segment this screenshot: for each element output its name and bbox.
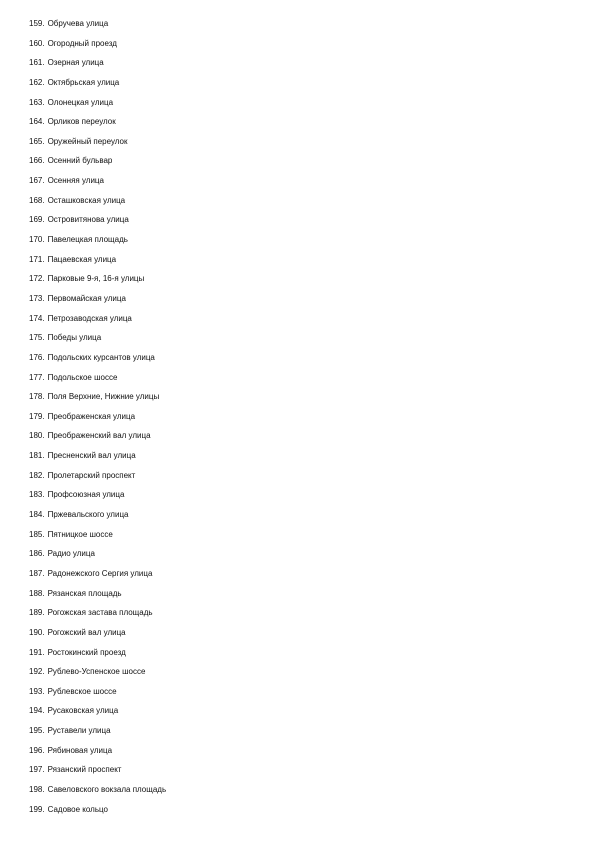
list-item-number: 164. (29, 117, 45, 127)
list-item (29, 685, 166, 705)
list-item-name: Победы улица (47, 333, 102, 343)
list-item (29, 253, 166, 273)
list-item-number: 175. (29, 333, 45, 343)
list-item-name: Савеловского вокзала площадь (47, 784, 167, 794)
list-item-name: Рязанский проспект (47, 765, 122, 775)
list-item-number: 184. (29, 510, 45, 520)
list-item (29, 587, 166, 607)
list-item-name: Озерная улица (47, 58, 104, 68)
list-item-name: Парковые 9-я, 16-я улицы (47, 274, 145, 284)
list-item-number: 188. (29, 588, 45, 598)
list-item-name: Подольских курсантов улица (47, 352, 155, 362)
list-item (29, 783, 166, 803)
list-item (29, 469, 166, 489)
list-item (29, 763, 166, 783)
list-item-name: Орликов переулок (47, 117, 116, 127)
list-item (29, 115, 166, 135)
list-item-number: 159. (29, 19, 45, 28)
list-item-name: Островитянова улица (47, 215, 129, 225)
list-item (29, 56, 166, 76)
list-item-number: 169. (29, 215, 45, 225)
list-item (29, 803, 166, 823)
list-item-name: Осенняя улица (47, 176, 104, 186)
list-item-name: Обручева улица (47, 19, 109, 28)
list-item-name: Рязанская площадь (47, 588, 122, 598)
list-item (29, 704, 166, 724)
list-item-name: Осенний бульвар (47, 156, 113, 166)
list-item-name: Руставели улица (47, 726, 111, 736)
list-item-name: Рублево-Успенское шоссе (47, 667, 146, 677)
list-item (29, 135, 166, 155)
list-item (29, 429, 166, 449)
list-item-name: Преображенский вал улица (47, 431, 151, 441)
list-item (29, 213, 166, 233)
list-item-number: 182. (29, 470, 45, 480)
list-item (29, 233, 166, 253)
list-item (29, 508, 166, 528)
list-item (29, 174, 166, 194)
list-item (29, 371, 166, 391)
list-item-number: 171. (29, 254, 45, 264)
list-item-number: 165. (29, 136, 45, 146)
list-item (29, 17, 166, 37)
list-item (29, 76, 166, 96)
list-item-name: Преображенская улица (47, 411, 136, 421)
list-item (29, 665, 166, 685)
list-item-number: 186. (29, 549, 45, 559)
list-item (29, 528, 166, 548)
list-item-name: Октябрьская улица (47, 77, 120, 87)
list-item (29, 724, 166, 744)
list-item-number: 168. (29, 195, 45, 205)
list-item-name: Садовое кольцо (47, 804, 108, 814)
list-item-number: 176. (29, 352, 45, 362)
list-item-name: Радонежского Сергия улица (47, 568, 153, 578)
list-item-number: 185. (29, 529, 45, 539)
list-item-name: Петрозаводская улица (47, 313, 132, 323)
list-item-name: Павелецкая площадь (47, 235, 128, 245)
list-item-number: 192. (29, 667, 45, 677)
list-item-name: Оружейный переулок (47, 136, 128, 146)
list-item (29, 488, 166, 508)
list-item (29, 744, 166, 764)
list-item-number: 160. (29, 38, 45, 48)
list-item (29, 292, 166, 312)
list-item-number: 178. (29, 392, 45, 402)
list-item-name: Пролетарский проспект (47, 470, 136, 480)
list-item (29, 567, 166, 587)
list-item (29, 547, 166, 567)
list-item-name: Рублевское шоссе (47, 686, 117, 696)
street-list (29, 17, 166, 822)
list-item (29, 154, 166, 174)
list-item-name: Пржевальского улица (47, 510, 129, 520)
list-item-name: Пресненский вал улица (47, 451, 136, 461)
list-item-number: 172. (29, 274, 45, 284)
list-item-number: 198. (29, 784, 45, 794)
list-item-number: 190. (29, 627, 45, 637)
list-item-number: 196. (29, 745, 45, 755)
list-item-name: Осташковская улица (47, 195, 126, 205)
list-item-number: 191. (29, 647, 45, 657)
list-item (29, 331, 166, 351)
list-item-number: 163. (29, 97, 45, 107)
list-item (29, 37, 166, 57)
list-item-number: 197. (29, 765, 45, 775)
list-item (29, 606, 166, 626)
list-item-number: 183. (29, 490, 45, 500)
list-item (29, 449, 166, 469)
list-item-number: 181. (29, 451, 45, 461)
list-item-name: Подольское шоссе (47, 372, 118, 382)
list-item-name: Рогожская застава площадь (47, 608, 153, 618)
list-item (29, 96, 166, 116)
list-item-name: Первомайская улица (47, 293, 126, 303)
list-item-number: 193. (29, 686, 45, 696)
list-item-number: 179. (29, 411, 45, 421)
list-item-number: 195. (29, 726, 45, 736)
list-item-number: 173. (29, 293, 45, 303)
list-item-number: 162. (29, 77, 45, 87)
list-item-number: 194. (29, 706, 45, 716)
list-item-number: 161. (29, 58, 45, 68)
list-item-number: 166. (29, 156, 45, 166)
list-item-name: Профсоюзная улица (47, 490, 125, 500)
list-item-name: Олонецкая улица (47, 97, 114, 107)
list-item (29, 410, 166, 430)
list-item-name: Пятницкое шоссе (47, 529, 113, 539)
list-item-number: 180. (29, 431, 45, 441)
list-item (29, 390, 166, 410)
list-item (29, 194, 166, 214)
list-item-number: 170. (29, 235, 45, 245)
list-item-number: 189. (29, 608, 45, 618)
list-item-name: Рябиновая улица (47, 745, 113, 755)
list-item-name: Поля Верхние, Нижние улицы (47, 392, 160, 402)
list-item (29, 312, 166, 332)
list-item-name: Радио улица (47, 549, 95, 559)
list-item-number: 167. (29, 176, 45, 186)
list-item (29, 351, 166, 371)
list-item (29, 646, 166, 666)
list-item-name: Рогожский вал улица (47, 627, 126, 637)
list-item-number: 177. (29, 372, 45, 382)
list-item-name: Пацаевская улица (47, 254, 117, 264)
list-item-number: 187. (29, 568, 45, 578)
list-item-name: Русаковская улица (47, 706, 119, 716)
list-item (29, 626, 166, 646)
list-item-number: 199. (29, 804, 45, 814)
list-item-name: Огородный проезд (47, 38, 117, 48)
list-item-number: 174. (29, 313, 45, 323)
list-item (29, 272, 166, 292)
list-item-name: Ростокинский проезд (47, 647, 126, 657)
